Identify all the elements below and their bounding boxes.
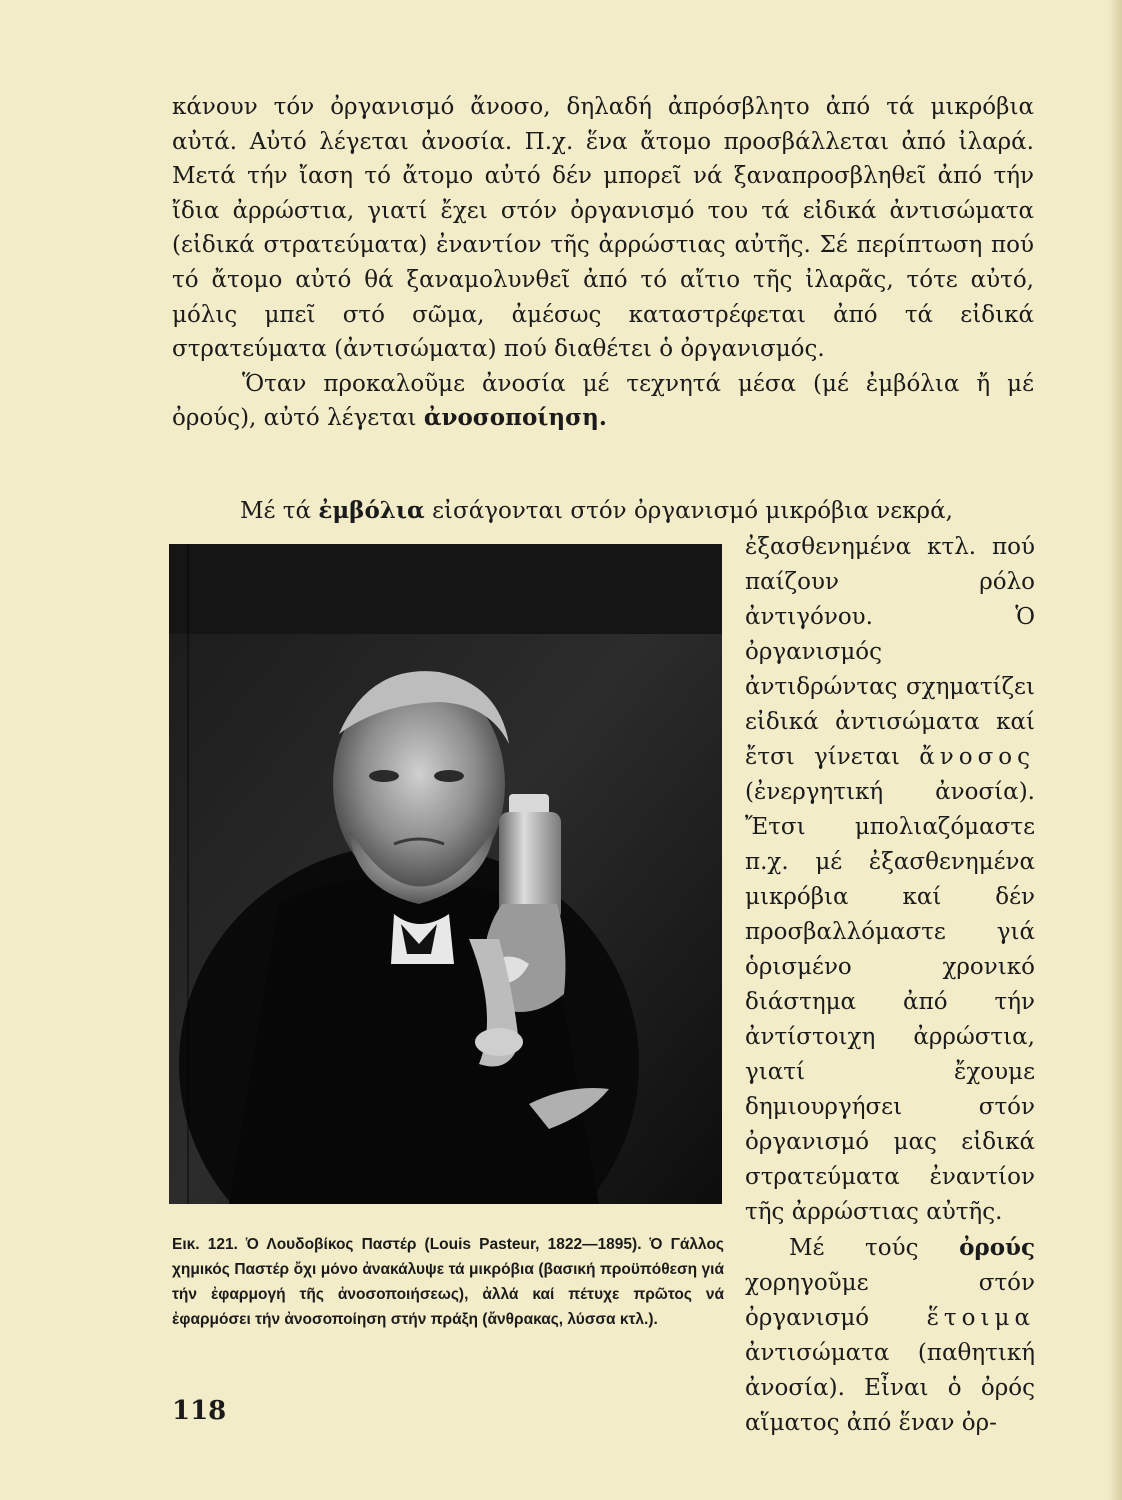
top-text-block [172, 90, 1034, 436]
term-vaccines: ἐμβόλια [318, 497, 425, 524]
vaccines-cont-b: (ἐνεργητική ἀνοσία). Ἔτσι μπολιαζόμαστε π.χ. μέ ἐξασθενημένα μικρόβια καί δέν προσβαλλόμαστε γιά ὁρισμένο χρονικό διάστημα ἀπό τήν ἀντίστοιχη ἀρρώστια, γιατί ἔχουμε δημιουργήσει στόν ὀργανισμό μας εἰδικά στρατεύματα ἐναντίον τῆς ἀρρώστιας αὐτῆς. [745, 779, 1035, 1225]
serums-mid: χορηγοῦμε στόν ὀργανισμό [745, 1270, 1035, 1331]
serums-pre: Μέ τούς [789, 1235, 919, 1261]
paragraph-serums [745, 1230, 1035, 1441]
vaccines-lead-line [240, 494, 1036, 528]
vaccines-lead-post: εἰσάγονται στόν ὀργανισμό μικρόβια νεκρά, [432, 498, 953, 524]
paragraph-immunization-text: Ὅταν προκαλοῦμε ἀνοσία μέ τεχνητά μέσα (μέ ἐμβόλια ἤ μέ ὀρούς), αὐτό λέγεται [172, 370, 1034, 432]
spaced-ready: ἕτοιμα [926, 1305, 1035, 1331]
portrait-illustration [169, 544, 722, 1204]
page-number: 118 [172, 1396, 227, 1426]
page-edge [1108, 0, 1122, 1500]
figure-caption: Εικ. 121. Ὁ Λουδοβίκος Παστέρ (Louis Pasteur, 1822—1895). Ὁ Γάλλος χημικός Παστέρ ὄχι μόνο ἀνακάλυψε τά μικρόβια (βασική προϋπόθεση γιά τήν ἐφαρμογή τῆς ἀνοσοποιήσεως), ἀλλά καί πέτυχε πρῶτος νά ἐφαρμόσει τήν ἀνοσοποίηση στήν πράξη (ἄνθρακας, λύσσα κτλ.). [172, 1236, 724, 1328]
right-column [745, 530, 1035, 1441]
paragraph-immunization [172, 367, 1034, 436]
vaccines-cont-a: ἐξασθενημένα κτλ. πού παίζουν ρόλο ἀντιγόνου. Ὁ ὀργανισμός ἀντιδρώντας σχηματίζει εἰδικά ἀντισώματα καί ἔτσι γίνεται [745, 534, 1035, 770]
pasteur-portrait [169, 544, 722, 1204]
term-serums: ὀρούς [959, 1234, 1036, 1261]
spaced-immune: ἄνοσος [919, 744, 1036, 770]
vaccines-lead-pre: Μέ τά [240, 498, 312, 524]
serums-post: ἀντισώματα (παθητική ἀνοσία). Εἶναι ὁ ὀρός αἵματος ἀπό ἕναν ὀρ- [745, 1340, 1035, 1436]
paragraph-vaccines-cont [745, 530, 1035, 1230]
paragraph-immunity: κάνουν τόν ὀργανισμό ἄνοσο, δηλαδή ἀπρόσβλητο ἀπό τά μικρόβια αὐτά. Αὐτό λέγεται ἀνοσία. Π.χ. ἕνα ἄτομο προσβάλλεται ἀπό ἰλαρά. Μετά τήν ἴαση τό ἄτομο αὐτό δέν μπορεῖ νά ξαναπροσβληθεῖ ἀπό τήν ἴδια ἀρρώστια, γιατί ἔχει στόν ὀργανισμό του τά εἰδικά ἀντισώματα (εἰδικά στρατεύματα) ἐναντίον τῆς ἀρρώστιας αὐτῆς. Σέ περίπτωση πού τό ἄτομο αὐτό θά ξαναμολυνθεῖ ἀπό τό αἴτιο τῆς ἰλαρᾶς, τότε αὐτό, μόλις μπεῖ στό σῶμα, ἀμέσως καταστρέφεται ἀπό τά εἰδικά στρατεύματα (ἀντισώματα) πού διαθέτει ὁ ὀργανισμός. [172, 94, 1034, 363]
term-immunization: ἀνοσοποίηση. [423, 404, 607, 432]
